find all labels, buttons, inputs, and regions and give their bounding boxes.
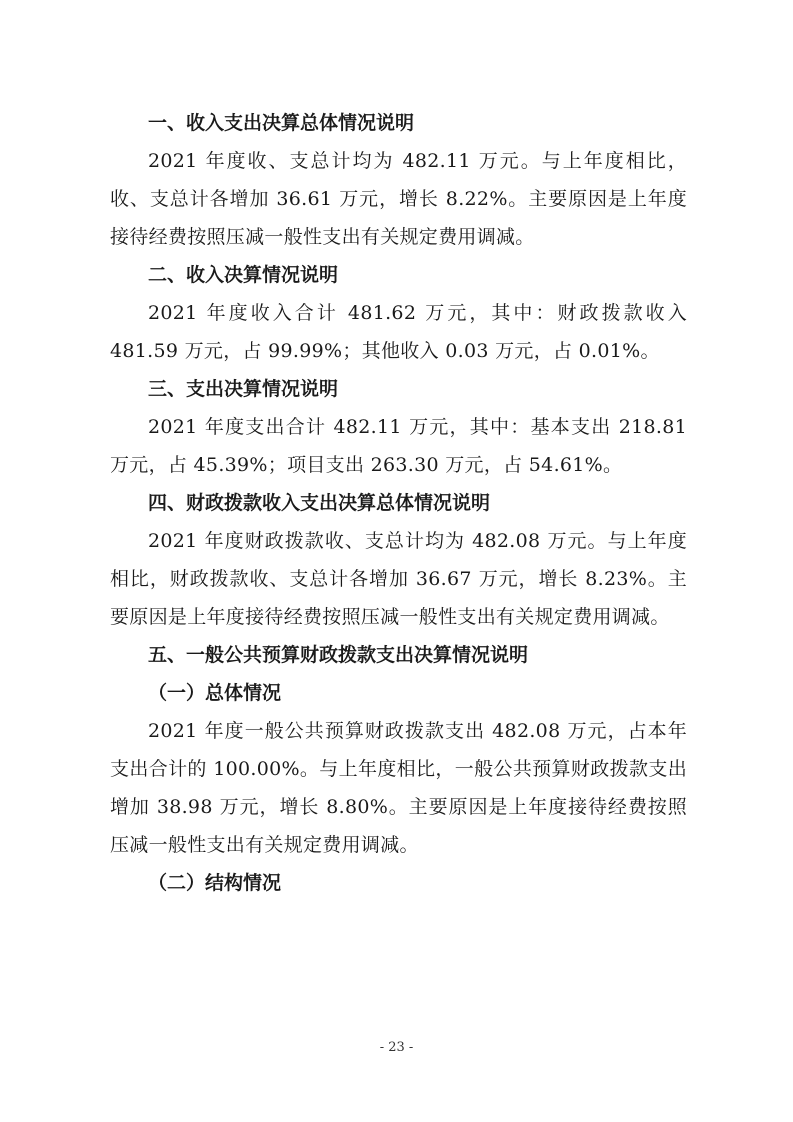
- section-2-paragraph: 2021 年度收入合计 481.62 万元，其中：财政拨款收入 481.59 万元，占 99.99%；其他收入 0.03 万元，占 0.01%。: [110, 302, 687, 362]
- section-1-heading: 一、收入支出决算总体情况说明: [148, 112, 415, 134]
- document-body: [110, 104, 687, 902]
- section-2-heading: 二、收入决算情况说明: [148, 264, 339, 286]
- section-5-1-paragraph: 2021 年度一般公共预算财政拨款支出 482.08 万元，占本年支出合计的 100.00%。与上年度相比，一般公共预算财政拨款支出增加 38.98 万元，增长 8.80%。主要原因是上年度接待经费按照压减一般性支出有关规定费用调减。: [110, 720, 687, 856]
- section-3-paragraph: 2021 年度支出合计 482.11 万元，其中：基本支出 218.81 万元，占 45.39%；项目支出 263.30 万元，占 54.61%。: [110, 416, 687, 476]
- section-4-heading: 四、财政拨款收入支出决算总体情况说明: [148, 492, 491, 514]
- section-5-1-heading: （一）总体情况: [148, 682, 282, 704]
- section-5-2-heading: （二）结构情况: [148, 872, 282, 894]
- section-4-paragraph: 2021 年度财政拨款收、支总计均为 482.08 万元。与上年度相比，财政拨款收、支总计各增加 36.67 万元，增长 8.23%。主要原因是上年度接待经费按照压减一般性支出有关规定费用调减。: [110, 530, 687, 628]
- section-1-paragraph: 2021 年度收、支总计均为 482.11 万元。与上年度相比，收、支总计各增加 36.61 万元，增长 8.22%。主要原因是上年度接待经费按照压减一般性支出有关规定费用调减。: [110, 150, 687, 248]
- section-5-heading: 五、一般公共预算财政拨款支出决算情况说明: [148, 644, 529, 666]
- page-number: - 23 -: [379, 1040, 414, 1055]
- section-3-heading: 三、支出决算情况说明: [148, 378, 339, 400]
